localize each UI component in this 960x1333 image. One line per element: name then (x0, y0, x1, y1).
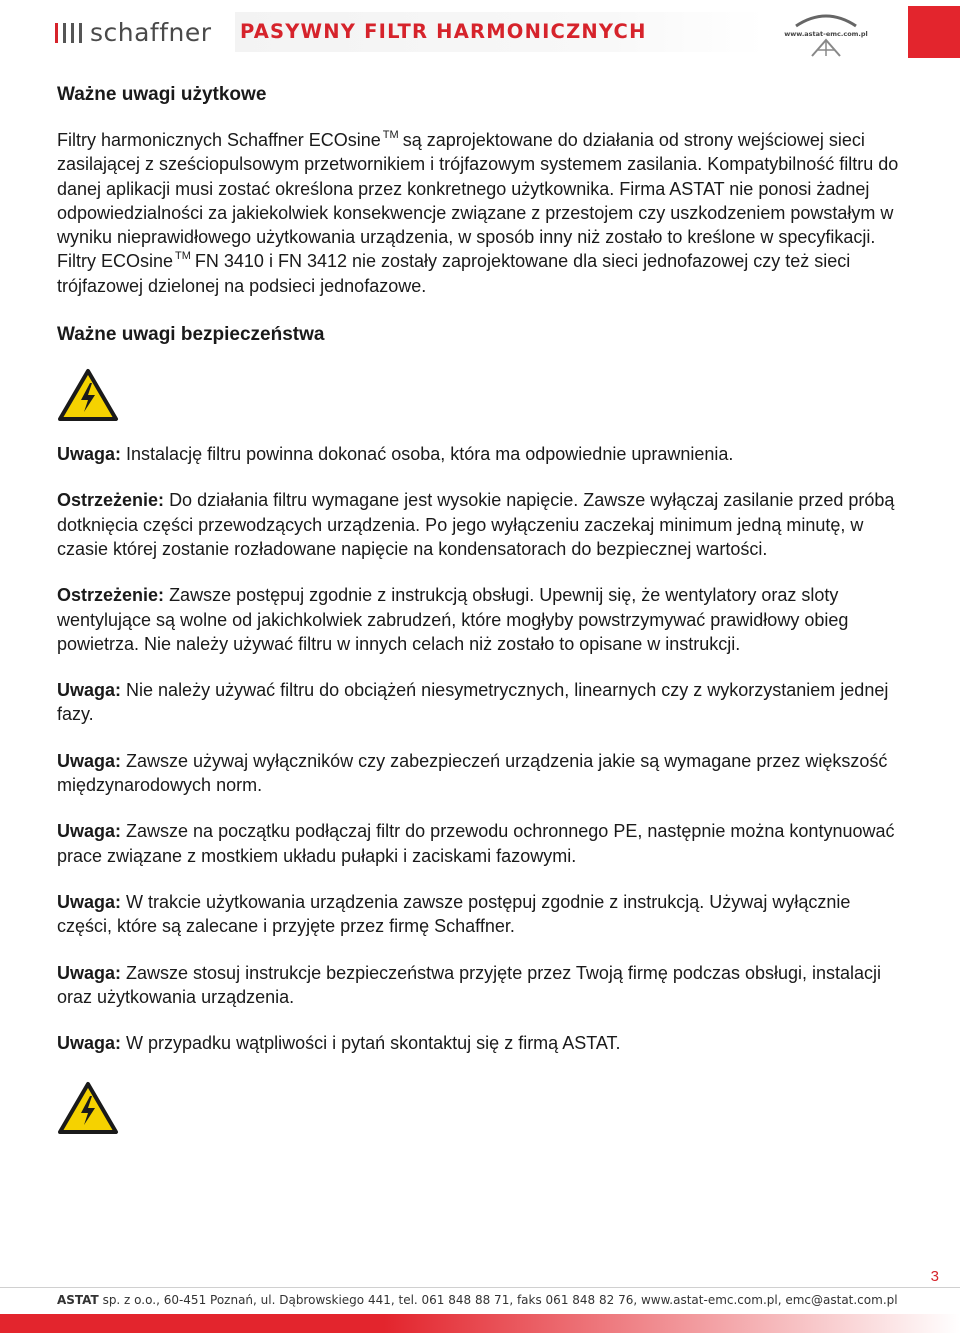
note-label: Ostrzeżenie: (57, 490, 165, 511)
section-heading-safety: Ważne uwagi bezpieczeństwa (57, 324, 325, 346)
safety-note-2 (57, 583, 907, 656)
astat-stamp-logo (784, 6, 868, 58)
safety-note-4 (57, 749, 907, 798)
note-text: Zawsze na początku podłączaj filtr do przewodu ochronnego PE, następnie można kontynuować prace związane z mostkiem układu pułapki i zaciskami fazowymi. (57, 821, 895, 866)
note-label: Uwaga: (57, 1033, 122, 1054)
note-text: W trakcie użytkowania urządzenia zawsze postępuj zgodnie z instrukcją. Używaj wyłącznie części, które są zalecane i przyjęte przez firmę Schaffner. (57, 891, 851, 937)
note-text: Instalację filtru powinna dokonać osoba, która ma odpowiednie uprawnienia. (126, 444, 734, 465)
footer-red-bar (0, 1314, 960, 1333)
note-text: Nie należy używać filtru do obciążeń niesymetrycznych, linearnych czy z wykorzystaniem jednej fazy. (57, 680, 889, 725)
note-text: Zawsze stosuj instrukcje bezpieczeństwa przyjęte przez Twoją firmę podczas obsługi, instalacji oraz użytkowania urządzenia. (57, 962, 882, 1007)
safety-note-7 (57, 961, 907, 1010)
safety-note-5 (57, 819, 907, 868)
note-text: Zawsze używaj wyłączników czy zabezpieczeń urządzenia jakie są wymagane przez większość międzynarodowych norm. (57, 750, 888, 796)
trademark-2: TM (175, 250, 191, 263)
usage-paragraph-2 (57, 249, 907, 298)
safety-note-8 (57, 1031, 907, 1055)
high-voltage-warning-icon (57, 368, 119, 422)
safety-note-0 (57, 442, 907, 466)
p2-before: Filtry ECOsine (57, 251, 174, 272)
high-voltage-warning-icon (57, 1081, 119, 1135)
trademark-1: TM (382, 129, 399, 141)
safety-note-6 (57, 890, 907, 939)
p2-after: FN 3410 i FN 3412 nie zostały zaprojektowane dla sieci jednofazowej czy też sieci trójfazowej dzielonej na podsieci jednofazowe. (57, 251, 851, 296)
footer-address: sp. z o.o., 60-451 Poznań, ul. Dąbrowskiego 441, tel. 061 848 88 71, faks 061 848 82 76, www.astat-emc.com.pl, emc@astat.com.pl (102, 1293, 898, 1307)
logo-text: schaffner (90, 18, 212, 47)
stamp-text: www.astat-emc.com.pl (784, 30, 868, 38)
header-red-block (908, 6, 960, 58)
note-label: Uwaga: (57, 680, 122, 701)
section-heading-usage: Ważne uwagi użytkowe (57, 84, 267, 105)
safety-note-3 (57, 678, 907, 727)
note-text: W przypadku wątpliwości i pytań skontaktuj się z firmą ASTAT. (126, 1033, 621, 1054)
p1-after: są zaprojektowane do działania od strony wejściowej sieci zasilającej z sześciopulsowym przetwornikiem i trójfazowym systemem zasilania. Kompatybilność filtru do danej aplikacji musi zostać określona przez konkretnego użytkownika. Firma ASTAT nie ponosi żadnej odpowiedzialności za jakiekolwiek konsekwencje związane z przestojem czy uszkodzeniem powstałym w wyniku nieprawidłowego użytkowania urządzenia, w sposób inny niż zostało to kreślone w specyfikacji. (57, 130, 899, 248)
header-title: PASYWNY FILTR HARMONICZNYCH (240, 20, 647, 43)
p1-before: Filtry harmonicznych Schaffner ECOsine (57, 130, 381, 150)
safety-note-1 (57, 488, 907, 561)
note-label: Uwaga: (57, 962, 122, 983)
note-label: Uwaga: (57, 821, 122, 842)
note-label: Uwaga: (57, 750, 122, 771)
document-body (57, 80, 907, 1135)
note-label: Uwaga: (57, 891, 122, 912)
page-number: 3 (930, 1268, 939, 1285)
usage-paragraph-1 (57, 128, 907, 249)
note-label: Ostrzeżenie: (57, 585, 165, 606)
note-label: Uwaga: (57, 444, 122, 465)
page-header (0, 0, 960, 60)
footer-company: ASTAT (57, 1293, 99, 1307)
logo-bars-icon (55, 23, 82, 43)
footer-divider (0, 1287, 960, 1288)
note-text: Zawsze postępuj zgodnie z instrukcją obsługi. Upewnij się, że wentylatory oraz sloty wentylujące są wolne od jakichkolwiek zabrudzeń, które mogłyby powstrzymywać prawidłowy obieg powietrza. Nie należy używać filtru w innych celach niż zostało to opisane w instrukcji. (57, 585, 849, 654)
footer-contact (57, 1293, 898, 1307)
schaffner-logo (55, 20, 212, 46)
note-text: Do działania filtru wymagane jest wysokie napięcie. Zawsze wyłączaj zasilanie przed próbą dotknięcia części przewodzących urządzenia. Po jego wyłączeniu zaczekaj minimum jedną minutę, w czasie której zostanie rozładowane napięcie na kondensatorach do bezpiecznej wartości. (57, 490, 895, 559)
